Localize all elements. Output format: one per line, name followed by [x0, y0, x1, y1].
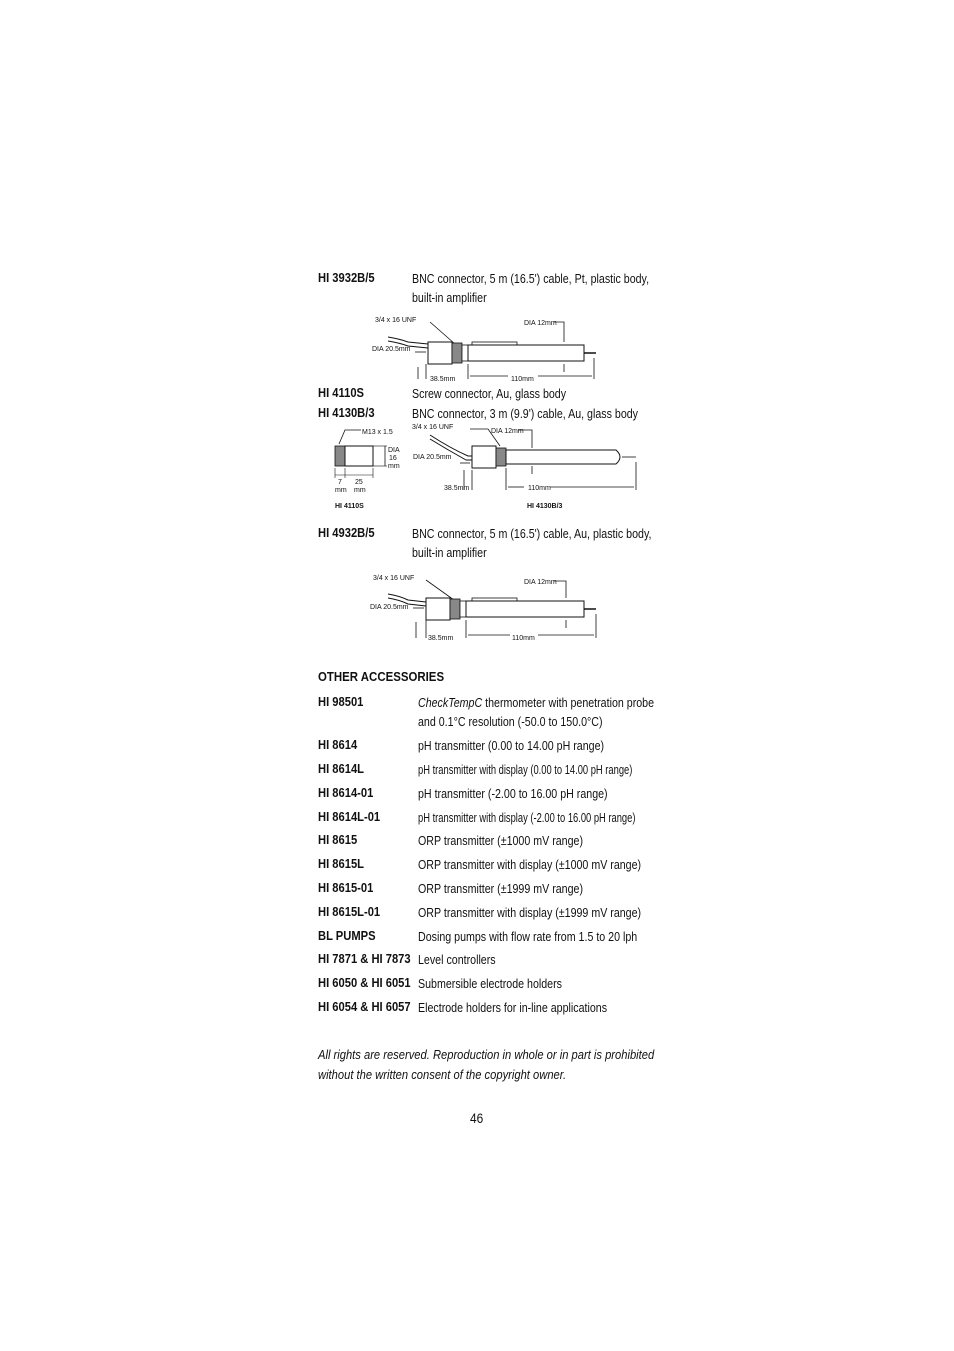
accessory-desc-line1: CheckTempC thermometer with penetration probe — [418, 695, 655, 710]
accessory-desc: pH transmitter with display (0.00 to 14.00 pH range) — [418, 762, 633, 777]
accessory-desc: Submersible electrode holders — [418, 976, 562, 991]
dia-label: DIA — [388, 447, 400, 454]
probe-desc-line1: BNC connector, 5 m (16.5') cable, Au, plastic body, — [412, 526, 652, 541]
accessory-code: BL PUMPS — [318, 928, 376, 943]
accessory-code: HI 8615 — [318, 832, 358, 847]
len1-label: 38.5mm — [444, 485, 470, 492]
probe-code-hi4130b3: HI 4130B/3 — [318, 405, 375, 420]
dia-value: 16 — [389, 455, 397, 462]
probe-desc-hi4110s: Screw connector, Au, glass body — [412, 386, 567, 401]
thread-label: 3/4 x 16 UNF — [412, 424, 454, 431]
len1-label: 38.5mm — [428, 635, 454, 642]
probe-code-hi4932b5: HI 4932B/5 — [318, 525, 375, 540]
len2-label: 25 — [355, 479, 363, 486]
accessory-desc-line2: and 0.1°C resolution (-50.0 to 150.0°C) — [418, 714, 603, 729]
accessory-desc: pH transmitter (0.00 to 14.00 pH range) — [418, 738, 605, 753]
dia-small-label: DIA 12mm — [524, 320, 557, 327]
accessory-desc: ORP transmitter with display (±1000 mV range) — [418, 857, 642, 872]
len1-label: 38.5mm — [430, 376, 456, 383]
accessory-code: HI 8614-01 — [318, 785, 374, 800]
accessory-desc: ORP transmitter (±1999 mV range) — [418, 881, 584, 896]
probe-diagram-hi4130b3 — [410, 420, 640, 512]
accessory-code: HI 8615-01 — [318, 880, 374, 895]
thread-label: 3/4 x 16 UNF — [373, 575, 415, 582]
probe-desc-line2: built-in amplifier — [412, 545, 487, 560]
accessory-code: HI 6054 & HI 6057 — [318, 999, 411, 1014]
len1-unit: mm — [335, 487, 347, 494]
probe-diagram-hi4932b5 — [360, 570, 610, 645]
accessory-desc: Level controllers — [418, 952, 496, 967]
dia-big-label: DIA 20.5mm — [372, 346, 411, 353]
accessory-desc: Electrode holders for in-line applications — [418, 1000, 608, 1015]
probe-diagram-hi4110s — [325, 420, 410, 512]
dia-small-label: DIA 12mm — [491, 428, 524, 435]
accessory-code: HI 8614 — [318, 737, 358, 752]
section-heading: OTHER ACCESSORIES — [318, 669, 445, 684]
accessory-code: HI 7871 & HI 7873 — [318, 951, 411, 966]
caption: HI 4130B/3 — [527, 503, 563, 510]
accessory-code: HI 8615L — [318, 856, 364, 871]
probe-desc-line1: BNC connector, 5 m (16.5') cable, Pt, plastic body, — [412, 271, 650, 286]
copyright-notice-line1: All rights are reserved. Reproduction in whole or in part is prohibited — [318, 1047, 655, 1062]
accessory-desc: pH transmitter with display (-2.00 to 16.00 pH range) — [418, 810, 636, 825]
thread-label: M13 x 1.5 — [362, 429, 393, 436]
accessory-desc: pH transmitter (-2.00 to 16.00 pH range) — [418, 786, 608, 801]
accessory-code: HI 8614L-01 — [318, 809, 381, 824]
dia-small-label: DIA 12mm — [524, 579, 557, 586]
dia-big-label: DIA 20.5mm — [413, 454, 452, 461]
probe-desc-line2: built-in amplifier — [412, 290, 487, 305]
len2-label: 110mm — [528, 485, 551, 492]
dia-big-label: DIA 20.5mm — [370, 604, 409, 611]
len2-label: 110mm — [511, 376, 534, 383]
thread-label: 3/4 x 16 UNF — [375, 317, 417, 324]
len2-unit: mm — [354, 487, 366, 494]
len1-label: 7 — [338, 479, 342, 486]
probe-desc-hi4130b3: BNC connector, 3 m (9.9') cable, Au, glass body — [412, 406, 639, 421]
page-number: 46 — [470, 1110, 484, 1126]
accessory-code: HI 8614L — [318, 761, 364, 776]
accessory-code: HI 98501 — [318, 694, 364, 709]
probe-diagram-hi3932b5 — [360, 312, 610, 387]
dia-unit: mm — [388, 463, 400, 470]
copyright-notice-line2: without the written consent of the copyright owner. — [318, 1067, 567, 1082]
probe-code-hi3932b5: HI 3932B/5 — [318, 270, 375, 285]
caption: HI 4110S — [335, 503, 364, 510]
accessory-code: HI 8615L-01 — [318, 904, 381, 919]
probe-code-hi4110s: HI 4110S — [318, 385, 365, 400]
accessory-desc: ORP transmitter (±1000 mV range) — [418, 833, 584, 848]
accessory-desc: ORP transmitter with display (±1999 mV range) — [418, 905, 642, 920]
len2-label: 110mm — [512, 635, 535, 642]
accessory-desc: Dosing pumps with flow rate from 1.5 to 20 lph — [418, 929, 638, 944]
accessory-code: HI 6050 & HI 6051 — [318, 975, 411, 990]
